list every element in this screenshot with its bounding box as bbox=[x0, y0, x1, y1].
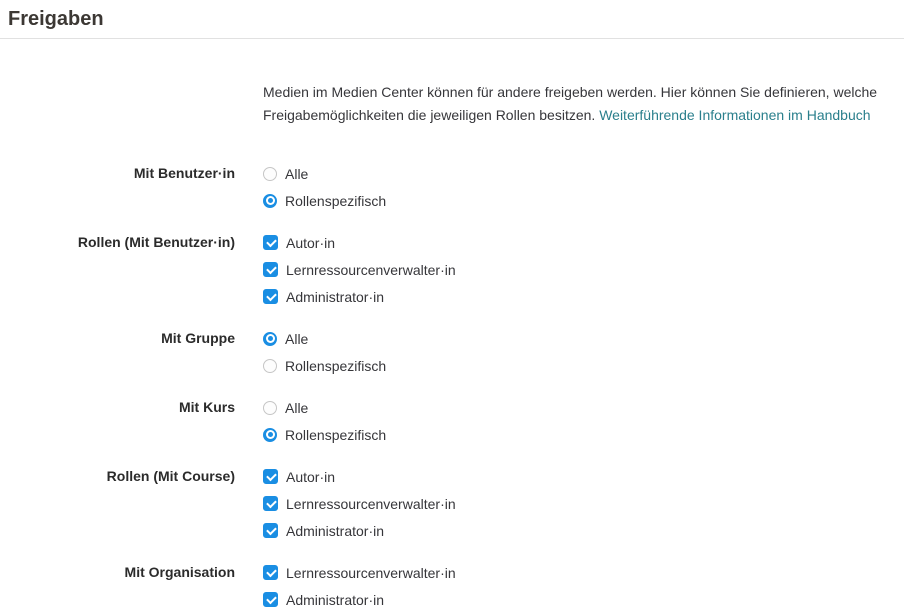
radio-button[interactable] bbox=[263, 428, 277, 442]
form-row-rollen-mit-course bbox=[0, 463, 904, 544]
freigaben-form bbox=[0, 39, 904, 607]
checkbox-group-mit-organisation bbox=[263, 559, 456, 607]
checkbox-group-rollen-mit-course bbox=[263, 463, 456, 544]
radio-button[interactable] bbox=[263, 194, 277, 208]
radio-button[interactable] bbox=[263, 167, 277, 181]
checkbox-option-administrator[interactable] bbox=[263, 517, 456, 544]
radio-option-rollenspezifisch[interactable] bbox=[263, 187, 386, 214]
checkbox[interactable] bbox=[263, 523, 278, 538]
checkbox-option-lernressourcenverwalter[interactable] bbox=[263, 256, 456, 283]
checkbox-option-label: Lernressourcenverwalter·in bbox=[286, 495, 456, 512]
radio-button[interactable] bbox=[263, 359, 277, 373]
radio-option-label: Rollenspezifisch bbox=[285, 426, 387, 443]
checkbox[interactable] bbox=[263, 592, 278, 607]
checkbox-option-label: Autor·in bbox=[286, 468, 336, 485]
radio-button[interactable] bbox=[263, 332, 277, 346]
radio-option-label: Rollenspezifisch bbox=[285, 357, 387, 374]
checkbox-option-label: Administrator·in bbox=[286, 522, 385, 539]
form-row-mit-kurs bbox=[0, 394, 904, 448]
radio-option-rollenspezifisch[interactable] bbox=[263, 421, 386, 448]
row-label: Mit Gruppe bbox=[161, 330, 235, 346]
radio-group-mit-gruppe bbox=[263, 325, 386, 379]
checkbox-option-label: Autor·in bbox=[286, 234, 336, 251]
row-label: Mit Organisation bbox=[124, 564, 235, 580]
row-label: Rollen (Mit Course) bbox=[106, 468, 235, 484]
form-row-mit-benutzer bbox=[0, 160, 904, 214]
row-label: Mit Benutzer·in bbox=[133, 165, 235, 181]
form-row-rollen-mit-benutzer bbox=[0, 229, 904, 310]
checkbox[interactable] bbox=[263, 235, 278, 250]
checkbox-option-autor[interactable] bbox=[263, 463, 456, 490]
radio-option-alle[interactable] bbox=[263, 160, 386, 187]
radio-option-rollenspezifisch[interactable] bbox=[263, 352, 386, 379]
radio-group-mit-benutzer bbox=[263, 160, 386, 214]
form-row-mit-organisation bbox=[0, 559, 904, 607]
checkbox-option-label: Administrator·in bbox=[286, 591, 385, 607]
checkbox-option-label: Lernressourcenverwalter·in bbox=[286, 564, 456, 581]
radio-option-label: Alle bbox=[285, 399, 309, 416]
form-row-mit-gruppe bbox=[0, 325, 904, 379]
radio-option-alle[interactable] bbox=[263, 325, 386, 352]
checkbox-option-label: Administrator·in bbox=[286, 288, 385, 305]
page-title: Freigaben bbox=[8, 8, 104, 30]
radio-group-mit-kurs bbox=[263, 394, 386, 448]
radio-option-label: Alle bbox=[285, 165, 309, 182]
radio-button[interactable] bbox=[263, 401, 277, 415]
radio-option-alle[interactable] bbox=[263, 394, 386, 421]
checkbox-option-lernressourcenverwalter[interactable] bbox=[263, 490, 456, 517]
checkbox[interactable] bbox=[263, 496, 278, 511]
checkbox-option-autor[interactable] bbox=[263, 229, 456, 256]
checkbox-option-label: Lernressourcenverwalter·in bbox=[286, 261, 456, 278]
checkbox[interactable] bbox=[263, 262, 278, 277]
checkbox[interactable] bbox=[263, 289, 278, 304]
checkbox-option-administrator[interactable] bbox=[263, 283, 456, 310]
radio-option-label: Rollenspezifisch bbox=[285, 192, 387, 209]
radio-option-label: Alle bbox=[285, 330, 309, 347]
row-label: Rollen (Mit Benutzer·in) bbox=[77, 234, 235, 250]
checkbox[interactable] bbox=[263, 565, 278, 580]
checkbox-group-rollen-mit-benutzer bbox=[263, 229, 456, 310]
intro-paragraph bbox=[263, 81, 894, 127]
checkbox[interactable] bbox=[263, 469, 278, 484]
checkbox-option-lernressourcenverwalter[interactable] bbox=[263, 559, 456, 586]
checkbox-option-administrator[interactable] bbox=[263, 586, 456, 607]
intro-text: Medien im Medien Center können für andere freigeben werden. Hier können Sie definieren, welche Freigabemöglichkeiten die jeweiligen Rollen besitzen. bbox=[263, 84, 878, 123]
row-label: Mit Kurs bbox=[179, 399, 235, 415]
handbook-link[interactable]: Weiterführende Informationen im Handbuch bbox=[599, 107, 871, 123]
